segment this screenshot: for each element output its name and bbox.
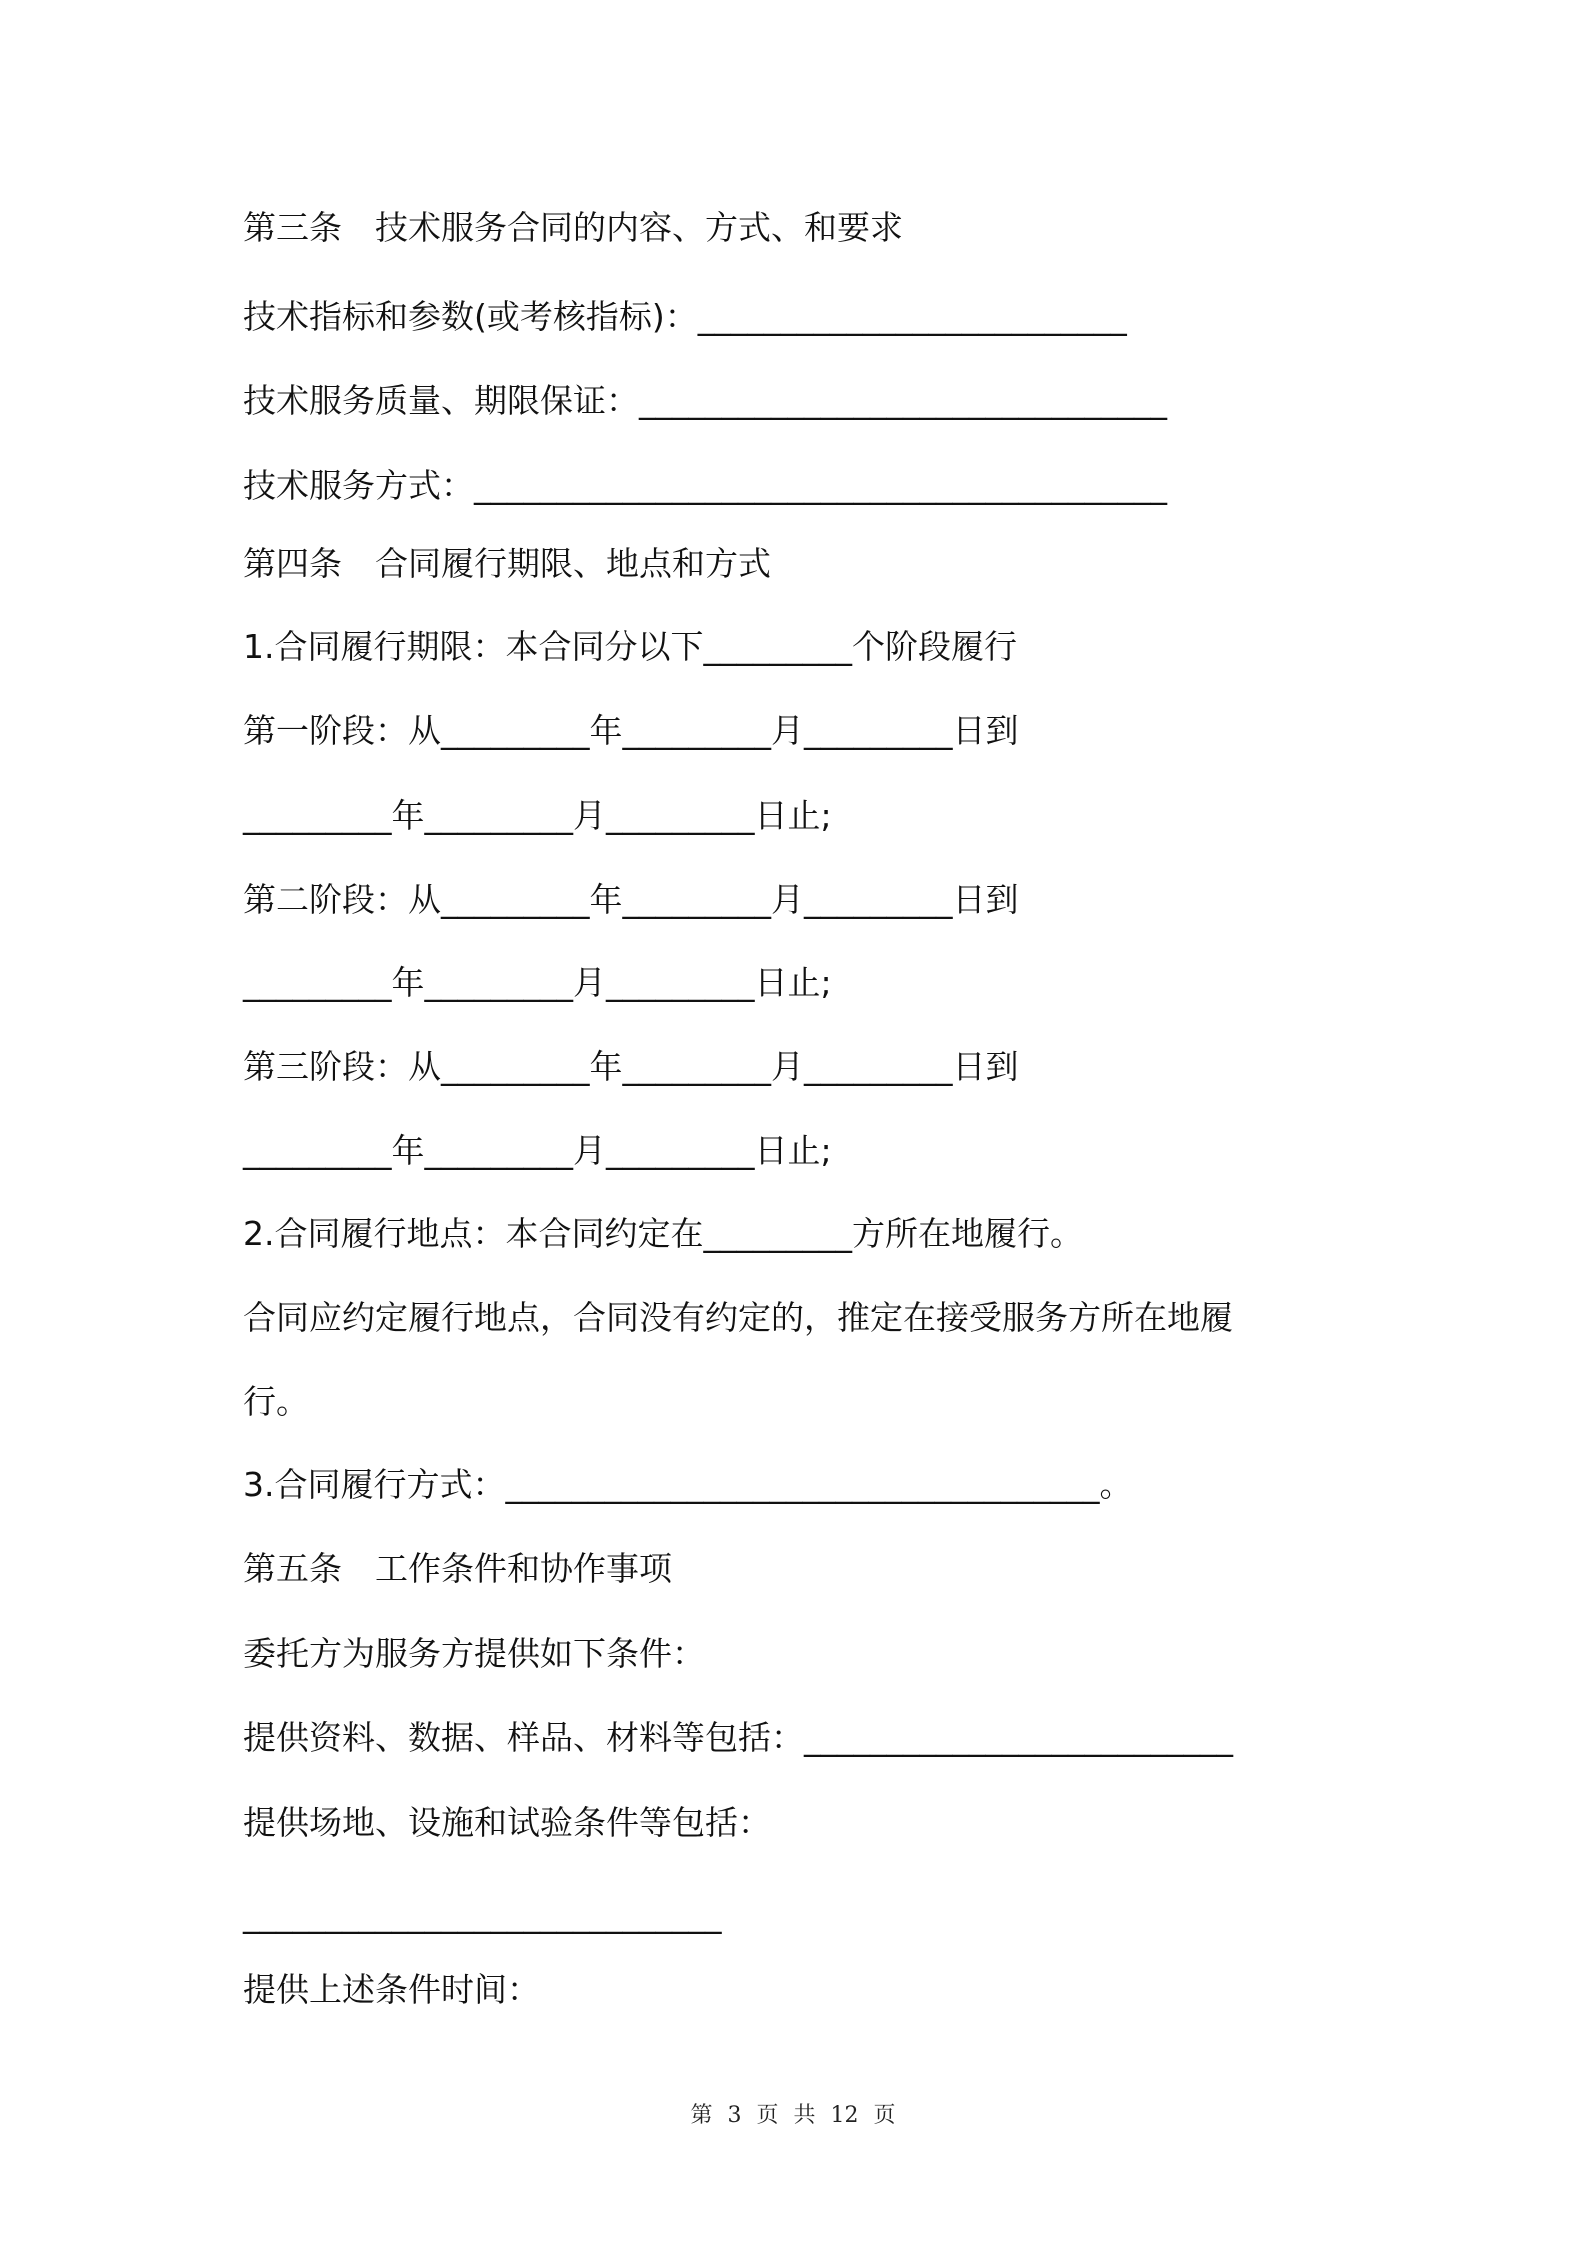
materials-field: 提供资料、数据、样品、材料等包括：__________________________ bbox=[243, 1718, 1233, 1757]
tech-indicators-field: 技术指标和参数(或考核指标)：__________________________ bbox=[243, 297, 1127, 336]
client-provides: 委托方为服务方提供如下条件： bbox=[243, 1634, 705, 1673]
stage-1-from: 第一阶段：从_________年_________月_________日到 bbox=[243, 711, 1019, 750]
location-note: 合同应约定履行地点，合同没有约定的，推定在接受服务方所在地履 bbox=[243, 1298, 1233, 1337]
page-footer: 第 3 页 共 12 页 bbox=[690, 2103, 896, 2128]
performance-period: 1.合同履行期限：本合同分以下_________个阶段履行 bbox=[243, 627, 1017, 666]
service-quality-field: 技术服务质量、期限保证：________________________________ bbox=[243, 381, 1167, 420]
facilities-blank: _____________________________ bbox=[243, 1895, 722, 1934]
stage-3-from: 第三阶段：从_________年_________月_________日到 bbox=[243, 1047, 1019, 1086]
stage-2-from: 第二阶段：从_________年_________月_________日到 bbox=[243, 880, 1019, 919]
article-5-heading: 第五条 工作条件和协作事项 bbox=[243, 1549, 672, 1588]
stage-2-to: _________年_________月_________日止; bbox=[243, 963, 832, 1002]
location-note-cont: 行。 bbox=[243, 1382, 309, 1421]
performance-location: 2.合同履行地点：本合同约定在_________方所在地履行。 bbox=[243, 1214, 1083, 1253]
performance-method: 3.合同履行方式：____________________________________。 bbox=[243, 1465, 1133, 1504]
stage-1-to: _________年_________月_________日止; bbox=[243, 796, 832, 835]
conditions-time-label: 提供上述条件时间： bbox=[243, 1970, 540, 2009]
facilities-label: 提供场地、设施和试验条件等包括： bbox=[243, 1803, 771, 1842]
article-4-heading: 第四条 合同履行期限、地点和方式 bbox=[243, 544, 771, 583]
article-3-heading: 第三条 技术服务合同的内容、方式、和要求 bbox=[243, 208, 903, 247]
stage-3-to: _________年_________月_________日止; bbox=[243, 1131, 832, 1170]
service-method-field: 技术服务方式：__________________________________________ bbox=[243, 466, 1167, 505]
